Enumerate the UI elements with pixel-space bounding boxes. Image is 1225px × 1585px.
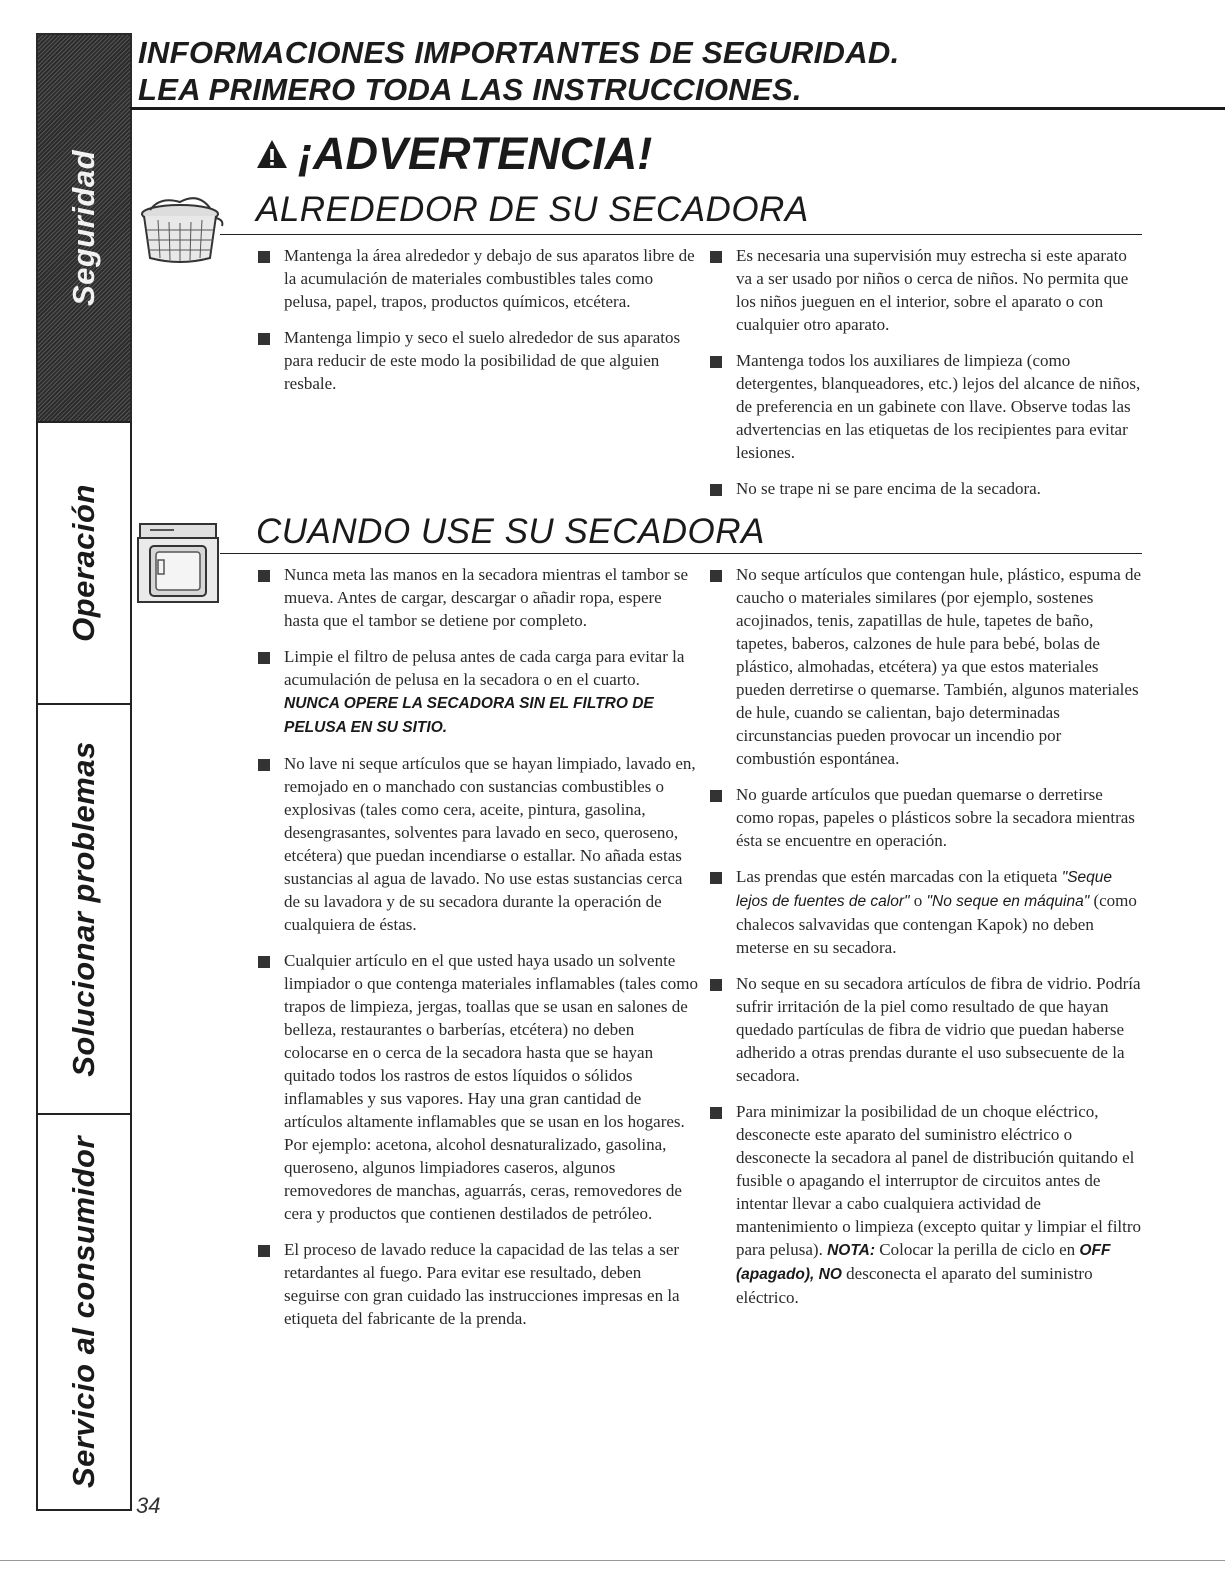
list-item: Cualquier artículo en el que usted haya usado un solvente limpiador o que contenga materiales inflamables (tales como trapos de limpieza, jergas, toallas que se usan en salones de belleza, restaurantes o barberías, etcétera) no deben colocarse en o cerca de la secadora hasta que se hayan quitado todos los rastros de estos líquidos o sólidos inflamables y sus vapores. Hay una gran cantidad de artículos altamente inflamables que se usan en los hogares. Por ejemplo: acetona, alcohol desnaturalizado, gasolina, queroseno, algunos limpiadores caseros, algunos removedores de manchas, aguarrás, ceras, removedores de cera y productos que contienen destilados de petróleo. bbox=[258, 949, 698, 1225]
list-item: Es necesaria una supervisión muy estrecha si este aparato va a ser usado por niños o cerca de niños. No permita que los niños jueguen en el interior, sobre el aparato o con cualquier otro aparato. bbox=[710, 244, 1142, 336]
list-item: Para minimizar la posibilidad de un choque eléctrico, desconecte este aparato del suministro eléctrico o desconecte la secadora al panel de distribución quitando el fusible o apagando el interruptor de circuitos antes de intentar llevar a cabo cualquiera actividad de mantenimiento o limpieza (excepto quitar y limpiar el filtro para pelusa). NOTA: Colocar la perilla de ciclo en OFF (apagado), NO desconecta el aparato del suministro eléctrico. bbox=[710, 1100, 1142, 1309]
list-item: Mantenga limpio y seco el suelo alrededor de sus aparatos para reducir de este modo la posibilidad de que alguien resbale. bbox=[258, 326, 698, 395]
section-divider bbox=[220, 553, 1142, 554]
list-item: No guarde artículos que puedan quemarse o derretirse como ropas, papeles o plásticos sobre la secadora mientras ésta se encuentre en operación. bbox=[710, 783, 1142, 852]
section-title-cuando: CUANDO USE SU SECADORA bbox=[256, 512, 765, 551]
laundry-basket-icon bbox=[136, 196, 228, 271]
label-quote: "No seque en máquina" bbox=[926, 893, 1090, 910]
list-item: No lave ni seque artículos que se hayan limpiado, lavado en, remojado en o manchado con sustancias combustibles o explosivas (tales como cera, aceite, pintura, gasolina, desengrasantes, solventes para lavado en seco, queroseno, etcétera) que puedan incendiarse o estallar. No añada estas sustancias al agua de lavado. No use estas sustancias cerca de su lavadora y de su secadora durante la operación de cualquiera de éstas. bbox=[258, 752, 698, 936]
section-title-alrededor: ALREDEDOR DE SU SECADORA bbox=[256, 190, 809, 229]
tab-label: Operación bbox=[66, 484, 101, 642]
section2-right-column bbox=[710, 563, 1142, 1322]
warning-triangle-icon bbox=[256, 139, 288, 169]
list-item: Nunca meta las manos en la secadora mientras el tambor se mueva. Antes de cargar, descargar o añadir ropa, espere hasta que el tambor se detiene por completo. bbox=[258, 563, 698, 632]
list-item: Las prendas que estén marcadas con la etiqueta "Seque lejos de fuentes de calor" o "No seque en máquina" (como chalecos salvavidas que contengan Kapok) no deben meterse en su secadora. bbox=[710, 865, 1142, 959]
label-quote: "Seque lejos de fuentes de calor" bbox=[736, 869, 1113, 910]
section1-right-column bbox=[710, 244, 1142, 513]
list-item: No seque en su secadora artículos de fibra de vidrio. Podría sufrir irritación de la piel como resultado de que hayan quedado partículas de fibra de vidrio que puedan haberse adherido a otras prendas durante el uso subsecuente de la secadora. bbox=[710, 972, 1142, 1087]
tab-solucionar-problemas[interactable] bbox=[36, 703, 132, 1115]
section-divider bbox=[220, 234, 1142, 235]
emphasis-text: OFF (apagado), NO bbox=[736, 1242, 1111, 1283]
list-item: Mantenga todos los auxiliares de limpieza (como detergentes, blanqueadores, etc.) lejos del alcance de niños, de preferencia en un gabinete con llave. Observe todas las advertencias en las etiquetas de los recipientes para evitar lesiones. bbox=[710, 349, 1142, 464]
emphasis-text: NUNCA OPERE LA SECADORA SIN EL FILTRO DE PELUSA EN SU SITIO. bbox=[284, 695, 654, 736]
header-title-line2: LEA PRIMERO TODA LAS INSTRUCCIONES. bbox=[138, 72, 802, 107]
list-item: El proceso de lavado reduce la capacidad de las telas a ser retardantes al fuego. Para evitar ese resultado, deben seguirse con gran cuidado las instrucciones impresas en la etiqueta del fabricante de la prenda. bbox=[258, 1238, 698, 1330]
tab-label: Solucionar problemas bbox=[66, 741, 101, 1077]
tab-label: Servicio al consumidor bbox=[66, 1135, 101, 1489]
list-item: Limpie el filtro de pelusa antes de cada carga para evitar la acumulación de pelusa en la secadora o en el cuarto. NUNCA OPERE LA SECADORA SIN EL FILTRO DE PELUSA EN SU SITIO. bbox=[258, 645, 698, 739]
header-title-line1: INFORMACIONES IMPORTANTES DE SEGURIDAD. bbox=[138, 35, 900, 70]
note-label: NOTA: bbox=[827, 1242, 876, 1259]
warning-title: ¡ADVERTENCIA! bbox=[298, 128, 653, 179]
warning-heading bbox=[256, 128, 652, 180]
bottom-divider bbox=[0, 1560, 1225, 1561]
tab-label: Seguridad bbox=[66, 149, 101, 307]
sidebar-tabs bbox=[36, 33, 132, 1511]
section2-left-column bbox=[258, 563, 698, 1343]
tab-seguridad[interactable] bbox=[36, 33, 132, 423]
dryer-icon bbox=[134, 520, 222, 611]
tab-servicio-consumidor[interactable] bbox=[36, 1113, 132, 1511]
list-item: No seque artículos que contengan hule, plástico, espuma de caucho o materiales similares (por ejemplo, sostenes acojinados, tenis, zapatillas de hule, tapetes de baño, tapetes, baberos, calzones de hule para bebé, bolas de plástico, almohadas, etcétera) ya que estos materiales pueden derretirse o quemarse. También, algunos materiales de hule, cuando se calientan, bajo determinadas circunstancias pueden provocar un incendio por combustión espontánea. bbox=[710, 563, 1142, 770]
list-item: No se trape ni se pare encima de la secadora. bbox=[710, 477, 1142, 500]
section1-left-column bbox=[258, 244, 698, 408]
list-item: Mantenga la área alrededor y debajo de sus aparatos libre de la acumulación de materiales combustibles tales como pelusa, papel, trapos, productos químicos, etcétera. bbox=[258, 244, 698, 313]
header-divider bbox=[130, 107, 1225, 110]
tab-operacion[interactable] bbox=[36, 421, 132, 705]
page-number: 34 bbox=[136, 1493, 161, 1518]
page-header bbox=[138, 34, 1225, 108]
